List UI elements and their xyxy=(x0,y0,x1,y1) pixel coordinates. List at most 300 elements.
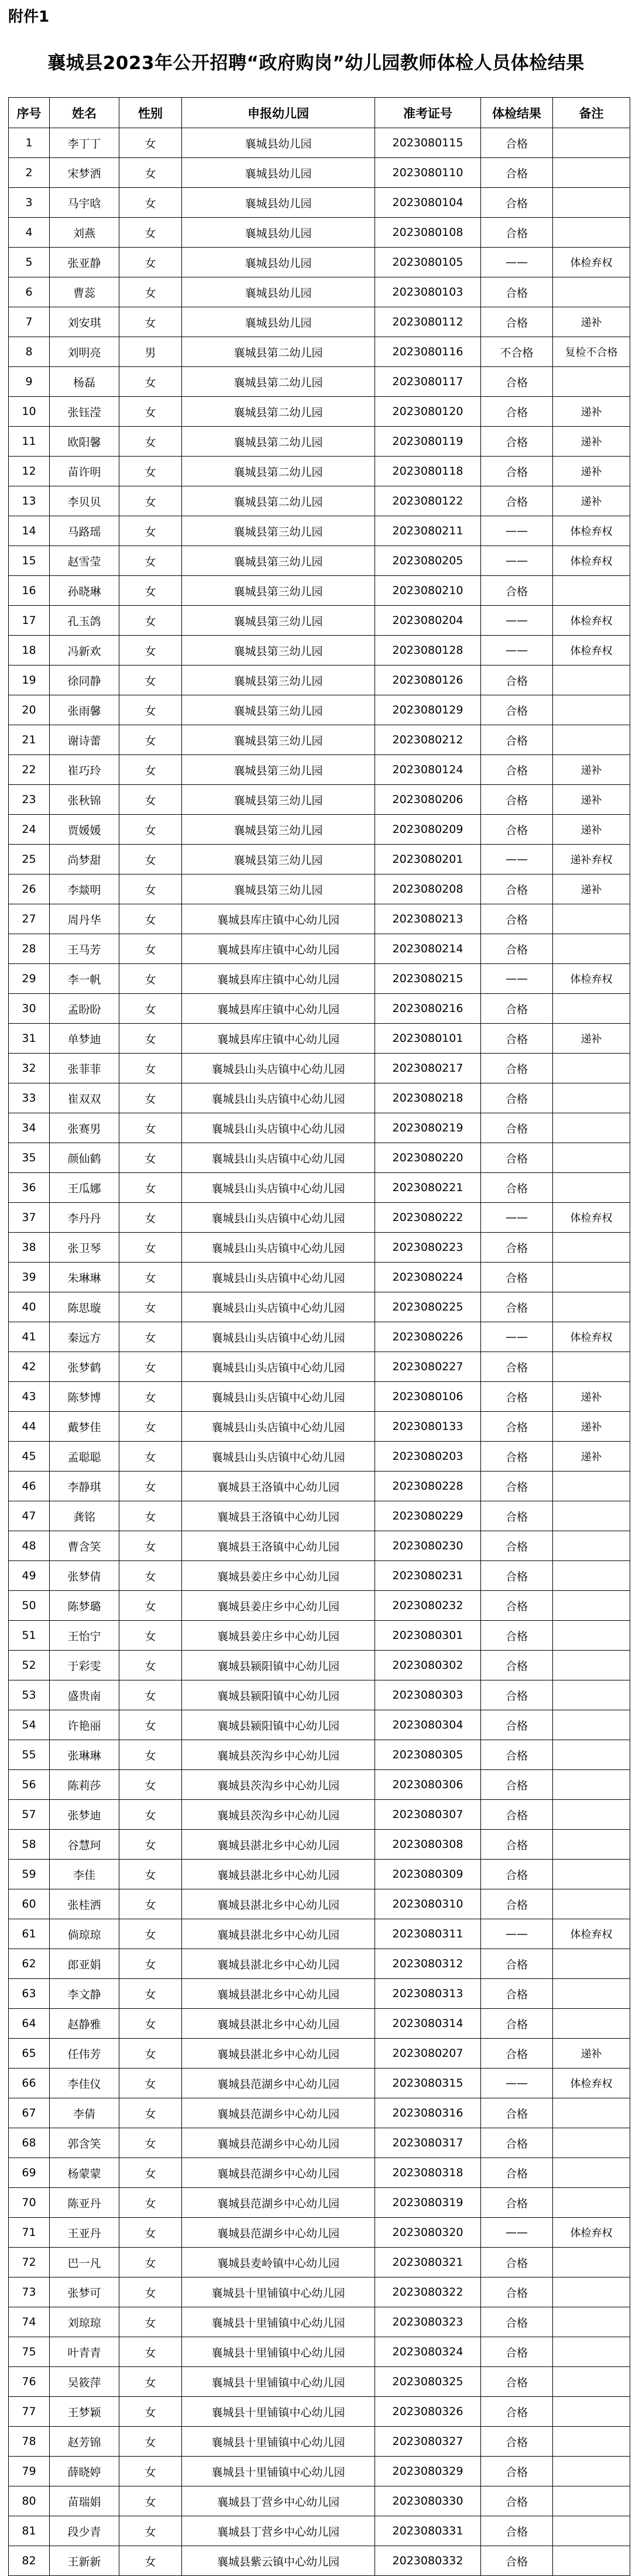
table-row xyxy=(9,2397,630,2427)
cell-result: 合格 xyxy=(481,158,553,188)
cell-kindergarten: 襄城县第二幼儿园 xyxy=(182,486,375,516)
table-row xyxy=(9,1501,630,1531)
table-row xyxy=(9,188,630,218)
cell-no: 77 xyxy=(9,2397,50,2427)
cell-gender: 女 xyxy=(119,606,182,636)
cell-name: 戴梦佳 xyxy=(50,1412,119,1442)
cell-exam-no: 2023080232 xyxy=(375,1591,481,1621)
cell-result: 合格 xyxy=(481,1054,553,1083)
cell-exam-no: 2023080108 xyxy=(375,218,481,248)
cell-exam-no: 2023080217 xyxy=(375,1054,481,1083)
cell-gender: 女 xyxy=(119,2248,182,2277)
cell-name: 盛贵南 xyxy=(50,1680,119,1710)
cell-result: —— xyxy=(481,2218,553,2248)
cell-gender: 女 xyxy=(119,2128,182,2158)
cell-note xyxy=(553,218,630,248)
cell-gender: 女 xyxy=(119,1979,182,2009)
table-row xyxy=(9,1561,630,1591)
table-row xyxy=(9,2427,630,2457)
cell-name: 王瓜娜 xyxy=(50,1173,119,1203)
table-row xyxy=(9,755,630,785)
cell-no: 50 xyxy=(9,1591,50,1621)
cell-no: 57 xyxy=(9,1800,50,1830)
cell-gender: 女 xyxy=(119,1412,182,1442)
cell-kindergarten: 襄城县第二幼儿园 xyxy=(182,367,375,397)
cell-exam-no: 2023080220 xyxy=(375,1143,481,1173)
cell-gender: 女 xyxy=(119,1233,182,1263)
cell-exam-no: 2023080212 xyxy=(375,725,481,755)
cell-gender: 女 xyxy=(119,1263,182,1292)
cell-gender: 女 xyxy=(119,666,182,695)
cell-result: 合格 xyxy=(481,486,553,516)
cell-no: 20 xyxy=(9,695,50,725)
cell-note xyxy=(553,1740,630,1770)
cell-name: 李丁丁 xyxy=(50,128,119,158)
table-row xyxy=(9,2277,630,2307)
table-row xyxy=(9,964,630,994)
cell-exam-no: 2023080228 xyxy=(375,1471,481,1501)
cell-kindergarten: 襄城县山头店镇中心幼儿园 xyxy=(182,1233,375,1263)
cell-exam-no: 2023080117 xyxy=(375,367,481,397)
cell-exam-no: 2023080211 xyxy=(375,516,481,546)
cell-result: 合格 xyxy=(481,1382,553,1412)
cell-note xyxy=(553,1471,630,1501)
cell-no: 80 xyxy=(9,2486,50,2516)
table-row xyxy=(9,158,630,188)
cell-note xyxy=(553,1680,630,1710)
cell-note xyxy=(553,2009,630,2039)
cell-result: 合格 xyxy=(481,1591,553,1621)
cell-no: 81 xyxy=(9,2516,50,2546)
cell-gender: 女 xyxy=(119,546,182,576)
cell-exam-no: 2023080205 xyxy=(375,546,481,576)
cell-gender: 女 xyxy=(119,1322,182,1352)
table-row xyxy=(9,516,630,546)
cell-gender: 女 xyxy=(119,815,182,845)
cell-result: 合格 xyxy=(481,2277,553,2307)
cell-no: 1 xyxy=(9,128,50,158)
cell-result: 合格 xyxy=(481,1651,553,1680)
table-row xyxy=(9,1710,630,1740)
cell-result: 合格 xyxy=(481,427,553,457)
cell-gender: 女 xyxy=(119,1292,182,1322)
cell-no: 28 xyxy=(9,934,50,964)
cell-result: —— xyxy=(481,1919,553,1949)
cell-kindergarten: 襄城县茨沟乡中心幼儿园 xyxy=(182,1740,375,1770)
cell-kindergarten: 襄城县姜庄乡中心幼儿园 xyxy=(182,1561,375,1591)
cell-gender: 女 xyxy=(119,2277,182,2307)
cell-exam-no: 2023080314 xyxy=(375,2009,481,2039)
cell-kindergarten: 襄城县丁营乡中心幼儿园 xyxy=(182,2486,375,2516)
cell-exam-no: 2023080305 xyxy=(375,1740,481,1770)
cell-name: 孙晓琳 xyxy=(50,576,119,606)
cell-kindergarten: 襄城县山头店镇中心幼儿园 xyxy=(182,1442,375,1471)
cell-exam-no: 2023080208 xyxy=(375,874,481,904)
cell-kindergarten: 襄城县山头店镇中心幼儿园 xyxy=(182,1173,375,1203)
cell-result: 合格 xyxy=(481,1501,553,1531)
cell-gender: 女 xyxy=(119,695,182,725)
cell-note: 体检弃权 xyxy=(553,2069,630,2098)
table-row xyxy=(9,2188,630,2218)
cell-exam-no: 2023080325 xyxy=(375,2367,481,2397)
table-row xyxy=(9,2039,630,2069)
cell-kindergarten: 襄城县王洛镇中心幼儿园 xyxy=(182,1531,375,1561)
table-row xyxy=(9,1770,630,1800)
cell-name: 李佳 xyxy=(50,1860,119,1889)
cell-no: 32 xyxy=(9,1054,50,1083)
table-row xyxy=(9,1054,630,1083)
cell-no: 58 xyxy=(9,1830,50,1860)
cell-note xyxy=(553,1651,630,1680)
table-row xyxy=(9,1680,630,1710)
cell-result: 合格 xyxy=(481,1352,553,1382)
table-row xyxy=(9,1531,630,1561)
cell-name: 孔玉鸽 xyxy=(50,606,119,636)
cell-gender: 女 xyxy=(119,964,182,994)
cell-no: 78 xyxy=(9,2427,50,2457)
cell-result: 合格 xyxy=(481,1680,553,1710)
cell-kindergarten: 襄城县第二幼儿园 xyxy=(182,397,375,427)
cell-no: 52 xyxy=(9,1651,50,1680)
cell-note: 递补 xyxy=(553,785,630,815)
cell-note xyxy=(553,1143,630,1173)
cell-exam-no: 2023080304 xyxy=(375,1710,481,1740)
cell-result: 合格 xyxy=(481,367,553,397)
cell-exam-no: 2023080231 xyxy=(375,1561,481,1591)
cell-no: 43 xyxy=(9,1382,50,1412)
cell-gender: 女 xyxy=(119,1352,182,1382)
cell-note xyxy=(553,1501,630,1531)
cell-kindergarten: 襄城县姜庄乡中心幼儿园 xyxy=(182,1591,375,1621)
cell-no: 17 xyxy=(9,606,50,636)
cell-name: 李倩 xyxy=(50,2098,119,2128)
cell-name: 巴一凡 xyxy=(50,2248,119,2277)
cell-result: 合格 xyxy=(481,2188,553,2218)
cell-name: 杨磊 xyxy=(50,367,119,397)
cell-kindergarten: 襄城县第二幼儿园 xyxy=(182,427,375,457)
table-row xyxy=(9,1173,630,1203)
cell-no: 24 xyxy=(9,815,50,845)
cell-result: 合格 xyxy=(481,2397,553,2427)
cell-no: 75 xyxy=(9,2337,50,2367)
cell-name: 李一帆 xyxy=(50,964,119,994)
cell-no: 25 xyxy=(9,845,50,874)
cell-note xyxy=(553,695,630,725)
cell-no: 10 xyxy=(9,397,50,427)
cell-no: 40 xyxy=(9,1292,50,1322)
table-row xyxy=(9,546,630,576)
cell-exam-no: 2023080319 xyxy=(375,2188,481,2218)
cell-gender: 女 xyxy=(119,1561,182,1591)
cell-note xyxy=(553,1054,630,1083)
table-row xyxy=(9,2248,630,2277)
cell-exam-no: 2023080133 xyxy=(375,1412,481,1442)
cell-no: 23 xyxy=(9,785,50,815)
cell-exam-no: 2023080118 xyxy=(375,457,481,486)
table-row xyxy=(9,2069,630,2098)
cell-no: 73 xyxy=(9,2277,50,2307)
cell-name: 陈梦博 xyxy=(50,1382,119,1412)
cell-kindergarten: 襄城县范湖乡中心幼儿园 xyxy=(182,2218,375,2248)
cell-result: 合格 xyxy=(481,457,553,486)
table-row xyxy=(9,815,630,845)
cell-gender: 女 xyxy=(119,1889,182,1919)
cell-kindergarten: 襄城县库庄镇中心幼儿园 xyxy=(182,1024,375,1054)
cell-exam-no: 2023080331 xyxy=(375,2516,481,2546)
cell-name: 孟聪聪 xyxy=(50,1442,119,1471)
cell-exam-no: 2023080307 xyxy=(375,1800,481,1830)
cell-gender: 女 xyxy=(119,2098,182,2128)
cell-kindergarten: 襄城县颍阳镇中心幼儿园 xyxy=(182,1710,375,1740)
cell-note: 递补弃权 xyxy=(553,845,630,874)
cell-note: 递补 xyxy=(553,2039,630,2069)
cell-no: 63 xyxy=(9,1979,50,2009)
cell-gender: 女 xyxy=(119,994,182,1024)
table-row xyxy=(9,1083,630,1113)
cell-no: 71 xyxy=(9,2218,50,2248)
cell-exam-no: 2023080230 xyxy=(375,1531,481,1561)
cell-result: —— xyxy=(481,964,553,994)
cell-kindergarten: 襄城县第三幼儿园 xyxy=(182,636,375,666)
cell-result: 合格 xyxy=(481,2039,553,2069)
cell-name: 刘琼琼 xyxy=(50,2307,119,2337)
cell-exam-no: 2023080326 xyxy=(375,2397,481,2427)
cell-result: 合格 xyxy=(481,1561,553,1591)
cell-no: 36 xyxy=(9,1173,50,1203)
cell-note xyxy=(553,2546,630,2576)
cell-name: 秦远方 xyxy=(50,1322,119,1352)
table-row xyxy=(9,1352,630,1382)
cell-gender: 女 xyxy=(119,486,182,516)
cell-exam-no: 2023080332 xyxy=(375,2546,481,2576)
cell-no: 21 xyxy=(9,725,50,755)
cell-exam-no: 2023080216 xyxy=(375,994,481,1024)
cell-exam-no: 2023080215 xyxy=(375,964,481,994)
cell-exam-no: 2023080318 xyxy=(375,2158,481,2188)
cell-note xyxy=(553,2248,630,2277)
cell-kindergarten: 襄城县姜庄乡中心幼儿园 xyxy=(182,1621,375,1651)
table-row xyxy=(9,486,630,516)
cell-name: 苗许明 xyxy=(50,457,119,486)
cell-note xyxy=(553,1083,630,1113)
cell-gender: 男 xyxy=(119,337,182,367)
cell-kindergarten: 襄城县十里铺镇中心幼儿园 xyxy=(182,2427,375,2457)
cell-result: —— xyxy=(481,606,553,636)
cell-note: 递补 xyxy=(553,874,630,904)
cell-result: 合格 xyxy=(481,725,553,755)
cell-note xyxy=(553,725,630,755)
cell-note xyxy=(553,2457,630,2486)
cell-gender: 女 xyxy=(119,188,182,218)
cell-result: 合格 xyxy=(481,1024,553,1054)
table-row xyxy=(9,1233,630,1263)
cell-name: 张雨馨 xyxy=(50,695,119,725)
cell-result: 合格 xyxy=(481,666,553,695)
cell-kindergarten: 襄城县颍阳镇中心幼儿园 xyxy=(182,1651,375,1680)
cell-result: 合格 xyxy=(481,1889,553,1919)
cell-gender: 女 xyxy=(119,2069,182,2098)
cell-note xyxy=(553,277,630,307)
cell-exam-no: 2023080303 xyxy=(375,1680,481,1710)
cell-gender: 女 xyxy=(119,725,182,755)
cell-note xyxy=(553,2128,630,2158)
cell-note xyxy=(553,904,630,934)
cell-note xyxy=(553,934,630,964)
cell-note xyxy=(553,1591,630,1621)
cell-exam-no: 2023080315 xyxy=(375,2069,481,2098)
cell-gender: 女 xyxy=(119,755,182,785)
cell-exam-no: 2023080329 xyxy=(375,2457,481,2486)
cell-name: 李燚明 xyxy=(50,874,119,904)
cell-note xyxy=(553,1979,630,2009)
cell-no: 16 xyxy=(9,576,50,606)
cell-result: 合格 xyxy=(481,1710,553,1740)
cell-result: 合格 xyxy=(481,695,553,725)
cell-exam-no: 2023080214 xyxy=(375,934,481,964)
cell-exam-no: 2023080124 xyxy=(375,755,481,785)
cell-kindergarten: 襄城县十里铺镇中心幼儿园 xyxy=(182,2277,375,2307)
cell-name: 张亚静 xyxy=(50,248,119,277)
cell-result: 合格 xyxy=(481,2457,553,2486)
table-row xyxy=(9,2307,630,2337)
cell-gender: 女 xyxy=(119,457,182,486)
cell-result: 合格 xyxy=(481,755,553,785)
cell-gender: 女 xyxy=(119,1113,182,1143)
cell-gender: 女 xyxy=(119,1173,182,1203)
cell-result: 合格 xyxy=(481,1083,553,1113)
cell-gender: 女 xyxy=(119,1382,182,1412)
cell-exam-no: 2023080320 xyxy=(375,2218,481,2248)
cell-note xyxy=(553,1113,630,1143)
cell-exam-no: 2023080311 xyxy=(375,1919,481,1949)
cell-result: 合格 xyxy=(481,2098,553,2128)
table-row xyxy=(9,1322,630,1352)
cell-name: 叶青青 xyxy=(50,2337,119,2367)
cell-note xyxy=(553,1531,630,1561)
table-row xyxy=(9,2516,630,2546)
cell-result: 合格 xyxy=(481,2158,553,2188)
cell-result: 合格 xyxy=(481,1263,553,1292)
cell-result: 合格 xyxy=(481,2486,553,2516)
cell-note: 复检不合格 xyxy=(553,337,630,367)
cell-no: 9 xyxy=(9,367,50,397)
cell-exam-no: 2023080310 xyxy=(375,1889,481,1919)
table-header-row xyxy=(9,98,630,128)
cell-exam-no: 2023080207 xyxy=(375,2039,481,2069)
cell-note xyxy=(553,1561,630,1591)
cell-kindergarten: 襄城县湛北乡中心幼儿园 xyxy=(182,1860,375,1889)
cell-gender: 女 xyxy=(119,1591,182,1621)
cell-note: 递补 xyxy=(553,486,630,516)
cell-no: 8 xyxy=(9,337,50,367)
cell-result: 合格 xyxy=(481,128,553,158)
cell-no: 18 xyxy=(9,636,50,666)
cell-note xyxy=(553,1710,630,1740)
cell-exam-no: 2023080129 xyxy=(375,695,481,725)
cell-exam-no: 2023080110 xyxy=(375,158,481,188)
table-row xyxy=(9,337,630,367)
table-row xyxy=(9,1113,630,1143)
cell-gender: 女 xyxy=(119,934,182,964)
table-row xyxy=(9,934,630,964)
table-row xyxy=(9,307,630,337)
table-row xyxy=(9,218,630,248)
cell-no: 19 xyxy=(9,666,50,695)
cell-kindergarten: 襄城县幼儿园 xyxy=(182,218,375,248)
cell-kindergarten: 襄城县湛北乡中心幼儿园 xyxy=(182,1949,375,1979)
cell-result: 合格 xyxy=(481,397,553,427)
cell-no: 69 xyxy=(9,2158,50,2188)
cell-note: 体检弃权 xyxy=(553,606,630,636)
table-row xyxy=(9,1800,630,1830)
cell-kindergarten: 襄城县库庄镇中心幼儿园 xyxy=(182,964,375,994)
cell-kindergarten: 襄城县山头店镇中心幼儿园 xyxy=(182,1352,375,1382)
cell-no: 5 xyxy=(9,248,50,277)
cell-kindergarten: 襄城县第三幼儿园 xyxy=(182,725,375,755)
cell-result: 不合格 xyxy=(481,337,553,367)
cell-result: —— xyxy=(481,636,553,666)
cell-exam-no: 2023080225 xyxy=(375,1292,481,1322)
cell-name: 任伟芳 xyxy=(50,2039,119,2069)
cell-note xyxy=(553,2158,630,2188)
cell-result: 合格 xyxy=(481,2427,553,2457)
cell-exam-no: 2023080203 xyxy=(375,1442,481,1471)
table-row xyxy=(9,2486,630,2516)
cell-name: 张梦迪 xyxy=(50,1800,119,1830)
table-row xyxy=(9,1292,630,1322)
cell-name: 贾媛媛 xyxy=(50,815,119,845)
cell-result: 合格 xyxy=(481,2248,553,2277)
cell-gender: 女 xyxy=(119,2546,182,2576)
cell-kindergarten: 襄城县湛北乡中心幼儿园 xyxy=(182,2039,375,2069)
cell-no: 42 xyxy=(9,1352,50,1382)
cell-kindergarten: 襄城县范湖乡中心幼儿园 xyxy=(182,2188,375,2218)
cell-kindergarten: 襄城县第三幼儿园 xyxy=(182,606,375,636)
cell-gender: 女 xyxy=(119,1442,182,1471)
cell-exam-no: 2023080308 xyxy=(375,1830,481,1860)
cell-kindergarten: 襄城县幼儿园 xyxy=(182,128,375,158)
cell-note xyxy=(553,2307,630,2337)
cell-gender: 女 xyxy=(119,785,182,815)
cell-kindergarten: 襄城县十里铺镇中心幼儿园 xyxy=(182,2337,375,2367)
cell-name: 曹含笑 xyxy=(50,1531,119,1561)
cell-name: 张卫琴 xyxy=(50,1233,119,1263)
cell-no: 48 xyxy=(9,1531,50,1561)
cell-no: 34 xyxy=(9,1113,50,1143)
cell-exam-no: 2023080128 xyxy=(375,636,481,666)
cell-kindergarten: 襄城县范湖乡中心幼儿园 xyxy=(182,2128,375,2158)
cell-kindergarten: 襄城县第三幼儿园 xyxy=(182,695,375,725)
cell-no: 54 xyxy=(9,1710,50,1740)
cell-gender: 女 xyxy=(119,636,182,666)
cell-note: 体检弃权 xyxy=(553,1203,630,1233)
cell-exam-no: 2023080120 xyxy=(375,397,481,427)
cell-no: 68 xyxy=(9,2128,50,2158)
cell-name: 陈梦璐 xyxy=(50,1591,119,1621)
cell-note: 递补 xyxy=(553,397,630,427)
cell-name: 王马芳 xyxy=(50,934,119,964)
cell-kindergarten: 襄城县山头店镇中心幼儿园 xyxy=(182,1412,375,1442)
cell-exam-no: 2023080317 xyxy=(375,2128,481,2158)
cell-gender: 女 xyxy=(119,1860,182,1889)
cell-kindergarten: 襄城县第三幼儿园 xyxy=(182,546,375,576)
table-row xyxy=(9,1621,630,1651)
cell-result: 合格 xyxy=(481,2337,553,2367)
cell-result: —— xyxy=(481,1322,553,1352)
cell-note xyxy=(553,1292,630,1322)
cell-name: 徐同静 xyxy=(50,666,119,695)
cell-gender: 女 xyxy=(119,1680,182,1710)
